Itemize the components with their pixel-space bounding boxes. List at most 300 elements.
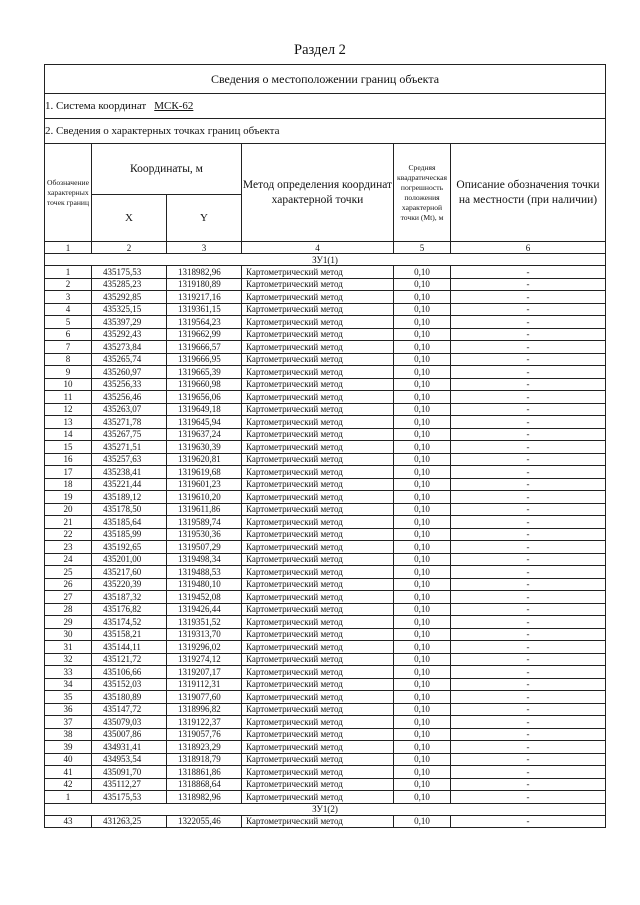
method-cell: Картометрический метод — [242, 441, 394, 454]
point-number: 20 — [45, 503, 92, 516]
coord-x: 435189,12 — [92, 491, 167, 504]
method-cell: Картометрический метод — [242, 753, 394, 766]
point-number: 25 — [45, 566, 92, 579]
method-cell: Картометрический метод — [242, 491, 394, 504]
table-row — [45, 266, 606, 279]
description-cell: - — [451, 815, 606, 828]
boundary-points-table — [44, 64, 606, 828]
error-cell: 0,10 — [394, 678, 451, 691]
coord-x: 435220,39 — [92, 578, 167, 591]
method-cell: Картометрический метод — [242, 616, 394, 629]
point-number: 30 — [45, 628, 92, 641]
error-cell: 0,10 — [394, 791, 451, 804]
error-cell: 0,10 — [394, 766, 451, 779]
coord-x: 435267,75 — [92, 428, 167, 441]
method-cell: Картометрический метод — [242, 341, 394, 354]
coord-x: 435265,74 — [92, 353, 167, 366]
coord-y: 1319112,31 — [167, 678, 242, 691]
description-cell: - — [451, 453, 606, 466]
table-row — [45, 666, 606, 679]
coord-y: 1319620,81 — [167, 453, 242, 466]
col-header-coordinates: Координаты, м — [92, 144, 242, 195]
table-row — [45, 728, 606, 741]
table-row — [45, 603, 606, 616]
method-cell: Картометрический метод — [242, 516, 394, 529]
error-cell: 0,10 — [394, 478, 451, 491]
description-cell: - — [451, 528, 606, 541]
method-cell: Картометрический метод — [242, 553, 394, 566]
coord-y: 1319656,06 — [167, 391, 242, 404]
description-cell: - — [451, 491, 606, 504]
table-row — [45, 378, 606, 391]
point-number: 34 — [45, 678, 92, 691]
table-row — [45, 653, 606, 666]
point-number: 17 — [45, 466, 92, 479]
coord-x: 435007,86 — [92, 728, 167, 741]
table-row — [45, 778, 606, 791]
error-cell: 0,10 — [394, 753, 451, 766]
coord-x: 435180,89 — [92, 691, 167, 704]
error-cell: 0,10 — [394, 378, 451, 391]
method-cell: Картометрический метод — [242, 278, 394, 291]
method-cell: Картометрический метод — [242, 641, 394, 654]
point-number: 13 — [45, 416, 92, 429]
coord-y: 1319666,95 — [167, 353, 242, 366]
description-cell: - — [451, 391, 606, 404]
method-cell: Картометрический метод — [242, 628, 394, 641]
description-cell: - — [451, 428, 606, 441]
description-cell: - — [451, 541, 606, 554]
coord-x: 435091,70 — [92, 766, 167, 779]
column-number: 6 — [451, 242, 606, 254]
error-cell: 0,10 — [394, 316, 451, 329]
method-cell: Картометрический метод — [242, 741, 394, 754]
description-cell: - — [451, 691, 606, 704]
error-cell: 0,10 — [394, 666, 451, 679]
table-row — [45, 428, 606, 441]
coord-x: 435257,63 — [92, 453, 167, 466]
table-row — [45, 353, 606, 366]
point-number: 33 — [45, 666, 92, 679]
error-cell: 0,10 — [394, 716, 451, 729]
point-number: 21 — [45, 516, 92, 529]
coord-y: 1319488,53 — [167, 566, 242, 579]
table-row — [45, 528, 606, 541]
description-cell: - — [451, 403, 606, 416]
method-cell: Картометрический метод — [242, 528, 394, 541]
error-cell: 0,10 — [394, 566, 451, 579]
error-cell: 0,10 — [394, 553, 451, 566]
description-cell: - — [451, 478, 606, 491]
coord-y: 1318868,64 — [167, 778, 242, 791]
point-number: 39 — [45, 741, 92, 754]
description-cell: - — [451, 266, 606, 279]
error-cell: 0,10 — [394, 278, 451, 291]
method-cell: Картометрический метод — [242, 716, 394, 729]
error-cell: 0,10 — [394, 491, 451, 504]
point-number: 6 — [45, 328, 92, 341]
error-cell: 0,10 — [394, 728, 451, 741]
coord-y: 1319665,39 — [167, 366, 242, 379]
point-number: 31 — [45, 641, 92, 654]
method-cell: Картометрический метод — [242, 578, 394, 591]
error-cell: 0,10 — [394, 815, 451, 828]
description-cell: - — [451, 591, 606, 604]
description-cell: - — [451, 653, 606, 666]
description-cell: - — [451, 278, 606, 291]
coord-y: 1319077,60 — [167, 691, 242, 704]
section-title: Раздел 2 — [294, 42, 346, 58]
description-cell: - — [451, 703, 606, 716]
point-number: 35 — [45, 691, 92, 704]
coord-y: 1319480,10 — [167, 578, 242, 591]
method-cell: Картометрический метод — [242, 778, 394, 791]
method-cell: Картометрический метод — [242, 503, 394, 516]
error-cell: 0,10 — [394, 653, 451, 666]
column-number: 5 — [394, 242, 451, 254]
description-cell: - — [451, 578, 606, 591]
table-row — [45, 616, 606, 629]
method-cell: Картометрический метод — [242, 728, 394, 741]
error-cell: 0,10 — [394, 516, 451, 529]
coord-y: 1319361,15 — [167, 303, 242, 316]
description-cell: - — [451, 616, 606, 629]
coord-y: 1318982,96 — [167, 791, 242, 804]
method-cell: Картометрический метод — [242, 691, 394, 704]
point-number: 2 — [45, 278, 92, 291]
coord-y: 1319589,74 — [167, 516, 242, 529]
description-cell: - — [451, 341, 606, 354]
coord-x: 435271,78 — [92, 416, 167, 429]
error-cell: 0,10 — [394, 641, 451, 654]
description-cell: - — [451, 466, 606, 479]
description-cell: - — [451, 791, 606, 804]
description-cell: - — [451, 566, 606, 579]
point-number: 28 — [45, 603, 92, 616]
coord-y: 1319217,16 — [167, 291, 242, 304]
col-header-x: X — [92, 195, 167, 242]
table-row — [45, 341, 606, 354]
method-cell: Картометрический метод — [242, 291, 394, 304]
description-cell: - — [451, 628, 606, 641]
coord-y: 1319601,23 — [167, 478, 242, 491]
table-row — [45, 391, 606, 404]
point-number: 29 — [45, 616, 92, 629]
point-number: 26 — [45, 578, 92, 591]
description-cell: - — [451, 366, 606, 379]
group-row — [45, 254, 606, 266]
point-number: 40 — [45, 753, 92, 766]
point-number: 23 — [45, 541, 92, 554]
point-number: 7 — [45, 341, 92, 354]
table-row — [45, 566, 606, 579]
coord-y: 1319351,52 — [167, 616, 242, 629]
col-header-method: Метод определения координат характерной точки — [242, 144, 394, 242]
method-cell: Картометрический метод — [242, 403, 394, 416]
error-cell: 0,10 — [394, 303, 451, 316]
coord-x: 435121,72 — [92, 653, 167, 666]
table-row — [45, 416, 606, 429]
method-cell: Картометрический метод — [242, 791, 394, 804]
error-cell: 0,10 — [394, 703, 451, 716]
description-cell: - — [451, 316, 606, 329]
point-number: 15 — [45, 441, 92, 454]
coord-x: 435112,27 — [92, 778, 167, 791]
point-number: 18 — [45, 478, 92, 491]
coord-x: 435185,99 — [92, 528, 167, 541]
method-cell: Картометрический метод — [242, 566, 394, 579]
error-cell: 0,10 — [394, 691, 451, 704]
method-cell: Картометрический метод — [242, 666, 394, 679]
coord-x: 435256,33 — [92, 378, 167, 391]
point-number: 32 — [45, 653, 92, 666]
method-cell: Картометрический метод — [242, 453, 394, 466]
col-header-description: Описание обозначения точки на местности (при наличии) — [451, 144, 606, 242]
coord-y: 1319057,76 — [167, 728, 242, 741]
coord-x: 435176,82 — [92, 603, 167, 616]
table-row — [45, 628, 606, 641]
error-cell: 0,10 — [394, 778, 451, 791]
point-number: 3 — [45, 291, 92, 304]
table-title: Сведения о местоположении границ объекта — [45, 65, 606, 94]
method-cell: Картометрический метод — [242, 328, 394, 341]
table-row — [45, 516, 606, 529]
group-label: ЗУ1(1) — [45, 254, 606, 266]
points-heading: 2. Сведения о характерных точках границ объекта — [45, 119, 606, 144]
description-cell: - — [451, 516, 606, 529]
error-cell: 0,10 — [394, 441, 451, 454]
error-cell: 0,10 — [394, 616, 451, 629]
error-cell: 0,10 — [394, 466, 451, 479]
method-cell: Картометрический метод — [242, 303, 394, 316]
error-cell: 0,10 — [394, 391, 451, 404]
coord-x: 435238,41 — [92, 466, 167, 479]
table-row — [45, 478, 606, 491]
table-row — [45, 403, 606, 416]
table-row — [45, 553, 606, 566]
description-cell: - — [451, 641, 606, 654]
coord-x: 435292,85 — [92, 291, 167, 304]
col-header-designation: Обозначение характерных точек границ — [45, 144, 92, 242]
point-number: 16 — [45, 453, 92, 466]
method-cell: Картометрический метод — [242, 366, 394, 379]
coord-x: 435158,21 — [92, 628, 167, 641]
coord-y: 1319630,39 — [167, 441, 242, 454]
method-cell: Картометрический метод — [242, 766, 394, 779]
col-header-error: Средняя квадратическая погрешность положения характерной точки (Mt), м — [394, 144, 451, 242]
point-number: 22 — [45, 528, 92, 541]
description-cell: - — [451, 328, 606, 341]
column-numbers-row — [45, 242, 606, 254]
group-row — [45, 803, 606, 815]
error-cell: 0,10 — [394, 541, 451, 554]
method-cell: Картометрический метод — [242, 678, 394, 691]
error-cell: 0,10 — [394, 528, 451, 541]
coord-system-value: МСК-62 — [154, 100, 194, 112]
table-row — [45, 541, 606, 554]
coord-y: 1319426,44 — [167, 603, 242, 616]
point-number: 27 — [45, 591, 92, 604]
description-cell: - — [451, 678, 606, 691]
coord-x: 435185,64 — [92, 516, 167, 529]
coord-y: 1319666,57 — [167, 341, 242, 354]
point-number: 10 — [45, 378, 92, 391]
coord-y: 1319649,18 — [167, 403, 242, 416]
table-row — [45, 278, 606, 291]
coord-y: 1318861,86 — [167, 766, 242, 779]
coord-x: 434953,54 — [92, 753, 167, 766]
coord-y: 1318918,79 — [167, 753, 242, 766]
coord-y: 1319662,99 — [167, 328, 242, 341]
method-cell: Картометрический метод — [242, 815, 394, 828]
coord-y: 1319207,17 — [167, 666, 242, 679]
table-row — [45, 328, 606, 341]
coord-system-label: 1. Система координат — [45, 100, 147, 112]
group-label: ЗУ1(2) — [45, 803, 606, 815]
column-number: 3 — [167, 242, 242, 254]
coord-y: 1319498,34 — [167, 553, 242, 566]
coord-x: 434931,41 — [92, 741, 167, 754]
error-cell: 0,10 — [394, 503, 451, 516]
point-number: 36 — [45, 703, 92, 716]
method-cell: Картометрический метод — [242, 541, 394, 554]
description-cell: - — [451, 666, 606, 679]
method-cell: Картометрический метод — [242, 466, 394, 479]
table-row — [45, 741, 606, 754]
error-cell: 0,10 — [394, 416, 451, 429]
coord-y: 1322055,46 — [167, 815, 242, 828]
description-cell: - — [451, 303, 606, 316]
method-cell: Картометрический метод — [242, 703, 394, 716]
table-row — [45, 453, 606, 466]
coord-y: 1319507,29 — [167, 541, 242, 554]
point-number: 41 — [45, 766, 92, 779]
description-cell: - — [451, 716, 606, 729]
coord-x: 435263,07 — [92, 403, 167, 416]
coord-x: 435192,65 — [92, 541, 167, 554]
table-row — [45, 466, 606, 479]
coord-x: 435256,46 — [92, 391, 167, 404]
method-cell: Картометрический метод — [242, 266, 394, 279]
coord-y: 1319274,12 — [167, 653, 242, 666]
table-row — [45, 591, 606, 604]
table-row — [45, 753, 606, 766]
table-row — [45, 716, 606, 729]
coord-x: 435079,03 — [92, 716, 167, 729]
coord-x: 435397,29 — [92, 316, 167, 329]
description-cell: - — [451, 741, 606, 754]
error-cell: 0,10 — [394, 291, 451, 304]
coord-y: 1318982,96 — [167, 266, 242, 279]
table-row — [45, 441, 606, 454]
coord-y: 1319645,94 — [167, 416, 242, 429]
description-cell: - — [451, 291, 606, 304]
point-number: 9 — [45, 366, 92, 379]
coord-y: 1319610,20 — [167, 491, 242, 504]
method-cell: Картометрический метод — [242, 428, 394, 441]
point-number: 19 — [45, 491, 92, 504]
column-number: 1 — [45, 242, 92, 254]
table-row — [45, 791, 606, 804]
point-number: 4 — [45, 303, 92, 316]
error-cell: 0,10 — [394, 578, 451, 591]
coord-x: 435106,66 — [92, 666, 167, 679]
point-number: 38 — [45, 728, 92, 741]
coord-y: 1318996,82 — [167, 703, 242, 716]
table-row — [45, 303, 606, 316]
coord-y: 1319660,98 — [167, 378, 242, 391]
description-cell: - — [451, 753, 606, 766]
point-number: 11 — [45, 391, 92, 404]
point-number: 24 — [45, 553, 92, 566]
coord-x: 431263,25 — [92, 815, 167, 828]
description-cell: - — [451, 728, 606, 741]
method-cell: Картометрический метод — [242, 391, 394, 404]
point-number: 14 — [45, 428, 92, 441]
description-cell: - — [451, 416, 606, 429]
coord-y: 1318923,29 — [167, 741, 242, 754]
error-cell: 0,10 — [394, 591, 451, 604]
coord-x: 435147,72 — [92, 703, 167, 716]
table-row — [45, 766, 606, 779]
coord-x: 435217,60 — [92, 566, 167, 579]
coord-x: 435144,11 — [92, 641, 167, 654]
error-cell: 0,10 — [394, 353, 451, 366]
error-cell: 0,10 — [394, 453, 451, 466]
coord-x: 435292,43 — [92, 328, 167, 341]
table-row — [45, 815, 606, 828]
error-cell: 0,10 — [394, 741, 451, 754]
table-row — [45, 366, 606, 379]
point-number: 8 — [45, 353, 92, 366]
description-cell: - — [451, 603, 606, 616]
method-cell: Картометрический метод — [242, 416, 394, 429]
coord-x: 435152,03 — [92, 678, 167, 691]
description-cell: - — [451, 553, 606, 566]
error-cell: 0,10 — [394, 366, 451, 379]
error-cell: 0,10 — [394, 428, 451, 441]
coord-y: 1319530,36 — [167, 528, 242, 541]
description-cell: - — [451, 378, 606, 391]
point-number: 37 — [45, 716, 92, 729]
coord-y: 1319564,23 — [167, 316, 242, 329]
coord-y: 1319452,08 — [167, 591, 242, 604]
table-row — [45, 678, 606, 691]
method-cell: Картометрический метод — [242, 478, 394, 491]
method-cell: Картометрический метод — [242, 378, 394, 391]
coord-y: 1319619,68 — [167, 466, 242, 479]
point-number: 1 — [45, 266, 92, 279]
error-cell: 0,10 — [394, 328, 451, 341]
error-cell: 0,10 — [394, 341, 451, 354]
point-number: 42 — [45, 778, 92, 791]
coord-y: 1319180,89 — [167, 278, 242, 291]
method-cell: Картометрический метод — [242, 653, 394, 666]
description-cell: - — [451, 441, 606, 454]
coord-x: 435325,15 — [92, 303, 167, 316]
coord-y: 1319611,86 — [167, 503, 242, 516]
coord-y: 1319313,70 — [167, 628, 242, 641]
point-number: 43 — [45, 815, 92, 828]
table-row — [45, 691, 606, 704]
table-row — [45, 291, 606, 304]
description-cell: - — [451, 778, 606, 791]
error-cell: 0,10 — [394, 403, 451, 416]
column-number: 4 — [242, 242, 394, 254]
coord-x: 435271,51 — [92, 441, 167, 454]
coord-x: 435273,84 — [92, 341, 167, 354]
error-cell: 0,10 — [394, 603, 451, 616]
